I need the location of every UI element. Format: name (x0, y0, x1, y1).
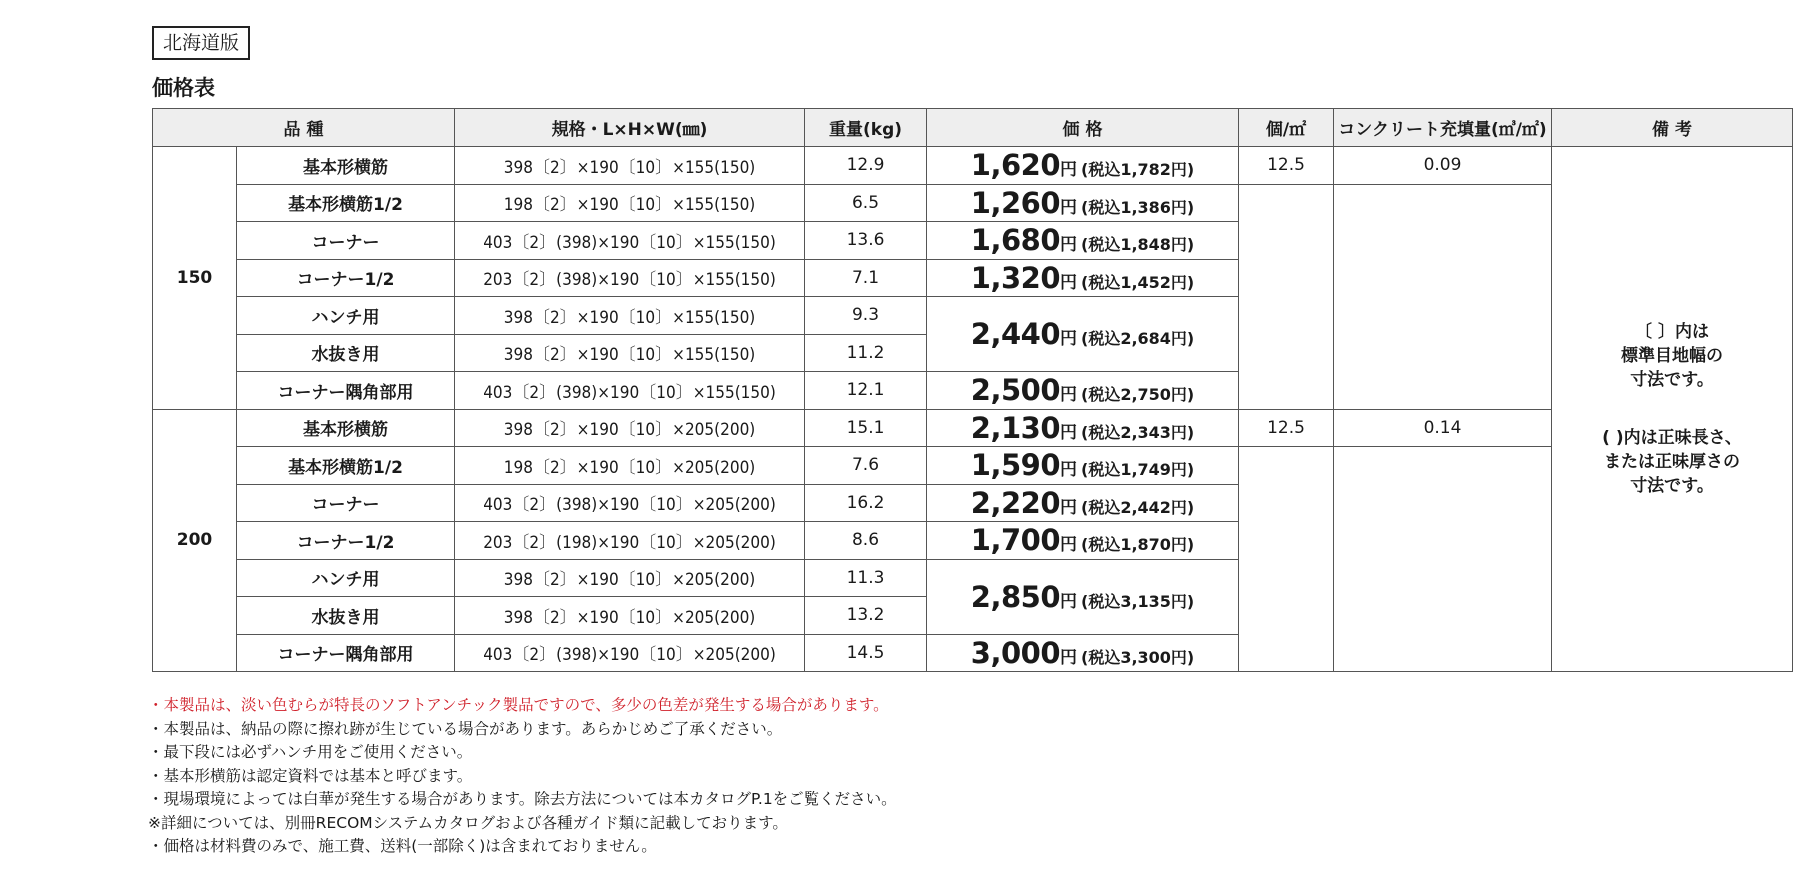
product-name: 基本形横筋 (237, 409, 455, 447)
weight-cell: 8.6 (805, 522, 927, 560)
tax-included-price: (税込1,386円) (1081, 197, 1195, 217)
empty-cell (1334, 184, 1552, 409)
price-cell (927, 259, 1239, 297)
price-cell (927, 634, 1239, 672)
yen-unit: 円 (1060, 647, 1077, 668)
header-remarks: 備 考 (1552, 109, 1793, 147)
product-name: 基本形横筋1/2 (237, 184, 455, 222)
price-value: 1,260 (970, 185, 1060, 220)
weight-cell: 12.1 (805, 372, 927, 410)
product-name: コーナー1/2 (237, 522, 455, 560)
tax-included-price: (税込2,343円) (1081, 422, 1195, 442)
price-cell (927, 409, 1239, 447)
note-line: ・現場環境によっては白華が発生する場合があります。除去方法については本カタログP.1をご覧ください。 (148, 790, 897, 808)
table-row (153, 147, 1793, 185)
note-line: ・本製品は、淡い色むらが特長のソフトアンチック製品ですので、多少の色差が発生する場合があります。 (148, 696, 889, 714)
size-cell: 200 (153, 409, 237, 672)
note-line: ・価格は材料費のみで、施工費、送料(一部除く)は含まれておりません。 (148, 837, 657, 855)
yen-unit: 円 (1060, 591, 1077, 612)
product-name: ハンチ用 (237, 297, 455, 335)
product-name: ハンチ用 (237, 559, 455, 597)
yen-unit: 円 (1060, 329, 1077, 349)
price-cell (927, 184, 1239, 222)
product-name: コーナー1/2 (237, 259, 455, 297)
table-row (153, 447, 1793, 485)
yen-unit: 円 (1060, 497, 1077, 518)
yen-unit: 円 (1060, 535, 1077, 556)
price-value: 1,320 (970, 260, 1060, 295)
spec-cell: 198〔2〕×190〔10〕×155(150) (455, 184, 805, 222)
product-name: 基本形横筋1/2 (237, 447, 455, 485)
spec-cell: 403〔2〕(398)×190〔10〕×205(200) (455, 484, 805, 522)
weight-cell: 13.2 (805, 597, 927, 635)
remarks-line: ( )内は正味長さ、 (1602, 428, 1742, 448)
price-value: 1,680 (970, 223, 1060, 258)
price-cell (927, 447, 1239, 485)
price-cell (927, 297, 1239, 372)
weight-cell: 7.6 (805, 447, 927, 485)
page-title: 価格表 (152, 76, 215, 100)
table-row (153, 409, 1793, 447)
tax-included-price: (税込2,684円) (1081, 329, 1195, 348)
remarks-cell (1552, 147, 1793, 672)
price-cell (927, 222, 1239, 260)
product-name: 水抜き用 (237, 597, 455, 635)
remarks-line: 〔 〕内は (1635, 322, 1709, 342)
spec-cell: 403〔2〕(398)×190〔10〕×205(200) (455, 634, 805, 672)
spec-cell: 398〔2〕×190〔10〕×205(200) (455, 597, 805, 635)
tax-included-price: (税込1,749円) (1081, 460, 1195, 480)
notes-list (148, 694, 897, 859)
tax-included-price: (税込2,442円) (1081, 497, 1195, 517)
concrete-cell: 0.14 (1334, 409, 1552, 447)
weight-cell: 12.9 (805, 147, 927, 185)
product-name: コーナー隅角部用 (237, 372, 455, 410)
spec-cell: 398〔2〕×190〔10〕×155(150) (455, 147, 805, 185)
header-kind: 品 種 (153, 109, 455, 147)
spec-cell: 198〔2〕×190〔10〕×205(200) (455, 447, 805, 485)
table-row (153, 184, 1793, 222)
spec-cell: 403〔2〕(398)×190〔10〕×155(150) (455, 372, 805, 410)
empty-cell (1239, 447, 1334, 672)
remarks-line: 寸法です。 (1630, 370, 1714, 390)
yen-unit: 円 (1060, 385, 1077, 406)
price-cell (927, 372, 1239, 410)
note-line: ・最下段には必ずハンチ用をご使用ください。 (148, 743, 473, 761)
empty-cell (1334, 447, 1552, 672)
spec-cell: 203〔2〕(198)×190〔10〕×205(200) (455, 522, 805, 560)
weight-cell: 11.3 (805, 559, 927, 597)
price-value: 1,620 (970, 148, 1060, 183)
empty-cell (1239, 184, 1334, 409)
price-cell (927, 147, 1239, 185)
tax-included-price: (税込2,750円) (1081, 385, 1195, 405)
price-value: 2,440 (970, 317, 1060, 351)
weight-cell: 9.3 (805, 297, 927, 335)
header-per-m2: 個/㎡ (1239, 109, 1334, 147)
yen-unit: 円 (1060, 160, 1077, 181)
weight-cell: 14.5 (805, 634, 927, 672)
weight-cell: 11.2 (805, 334, 927, 372)
per-m2-cell: 12.5 (1239, 409, 1334, 447)
tax-included-price: (税込3,300円) (1081, 647, 1195, 667)
spec-cell: 398〔2〕×190〔10〕×205(200) (455, 559, 805, 597)
product-name: コーナー (237, 484, 455, 522)
per-m2-cell: 12.5 (1239, 147, 1334, 185)
price-value: 3,000 (970, 635, 1060, 670)
weight-cell: 13.6 (805, 222, 927, 260)
header-concrete: コンクリート充填量(㎥/㎡) (1334, 109, 1552, 147)
remarks-line: 標準目地幅の (1621, 346, 1724, 366)
price-value: 2,500 (970, 373, 1060, 408)
tax-included-price: (税込1,782円) (1081, 160, 1195, 180)
note-line: ・本製品は、納品の際に擦れ跡が生じている場合があります。あらかじめご了承ください。 (148, 719, 783, 738)
price-value: 1,590 (970, 448, 1060, 483)
header-weight: 重量(kg) (805, 109, 927, 147)
spec-cell: 398〔2〕×190〔10〕×155(150) (455, 297, 805, 335)
price-value: 2,850 (970, 579, 1060, 614)
tax-included-price: (税込1,848円) (1081, 235, 1195, 255)
price-value: 2,220 (970, 485, 1060, 520)
yen-unit: 円 (1060, 272, 1077, 293)
weight-cell: 15.1 (805, 409, 927, 447)
remarks-line: または正味厚さの (1604, 452, 1741, 472)
yen-unit: 円 (1060, 197, 1077, 218)
weight-cell: 7.1 (805, 259, 927, 297)
spec-cell: 403〔2〕(398)×190〔10〕×155(150) (455, 222, 805, 260)
spec-cell: 398〔2〕×190〔10〕×155(150) (455, 334, 805, 372)
price-cell (927, 484, 1239, 522)
yen-unit: 円 (1060, 422, 1077, 443)
note-line: ・基本形横筋は認定資料では基本と呼びます。 (148, 766, 473, 785)
price-cell (927, 559, 1239, 634)
header-price: 価 格 (927, 109, 1239, 147)
size-cell: 150 (153, 147, 237, 410)
yen-unit: 円 (1060, 460, 1077, 481)
header-spec: 規格・L×H×W(㎜) (455, 109, 805, 147)
product-name: 基本形横筋 (237, 147, 455, 185)
tax-included-price: (税込3,135円) (1081, 591, 1195, 611)
header-row (153, 109, 1793, 147)
product-name: コーナー隅角部用 (237, 634, 455, 672)
price-value: 1,700 (970, 523, 1060, 558)
tax-included-price: (税込1,452円) (1081, 272, 1195, 292)
edition-badge: 北海道版 (152, 26, 250, 60)
product-name: コーナー (237, 222, 455, 260)
price-table (152, 108, 1793, 672)
yen-unit: 円 (1060, 235, 1077, 256)
remarks-line: 寸法です。 (1630, 476, 1714, 496)
remarks-gap (1552, 392, 1792, 426)
price-value: 2,130 (970, 410, 1060, 445)
concrete-cell: 0.09 (1334, 147, 1552, 185)
note-line: ※詳細については、別冊RECOMシステムカタログおよび各種ガイド類に記載しております。 (148, 813, 788, 832)
spec-cell: 398〔2〕×190〔10〕×205(200) (455, 409, 805, 447)
product-name: 水抜き用 (237, 334, 455, 372)
price-cell (927, 522, 1239, 560)
weight-cell: 16.2 (805, 484, 927, 522)
spec-cell: 203〔2〕(398)×190〔10〕×155(150) (455, 259, 805, 297)
tax-included-price: (税込1,870円) (1081, 535, 1195, 555)
weight-cell: 6.5 (805, 184, 927, 222)
